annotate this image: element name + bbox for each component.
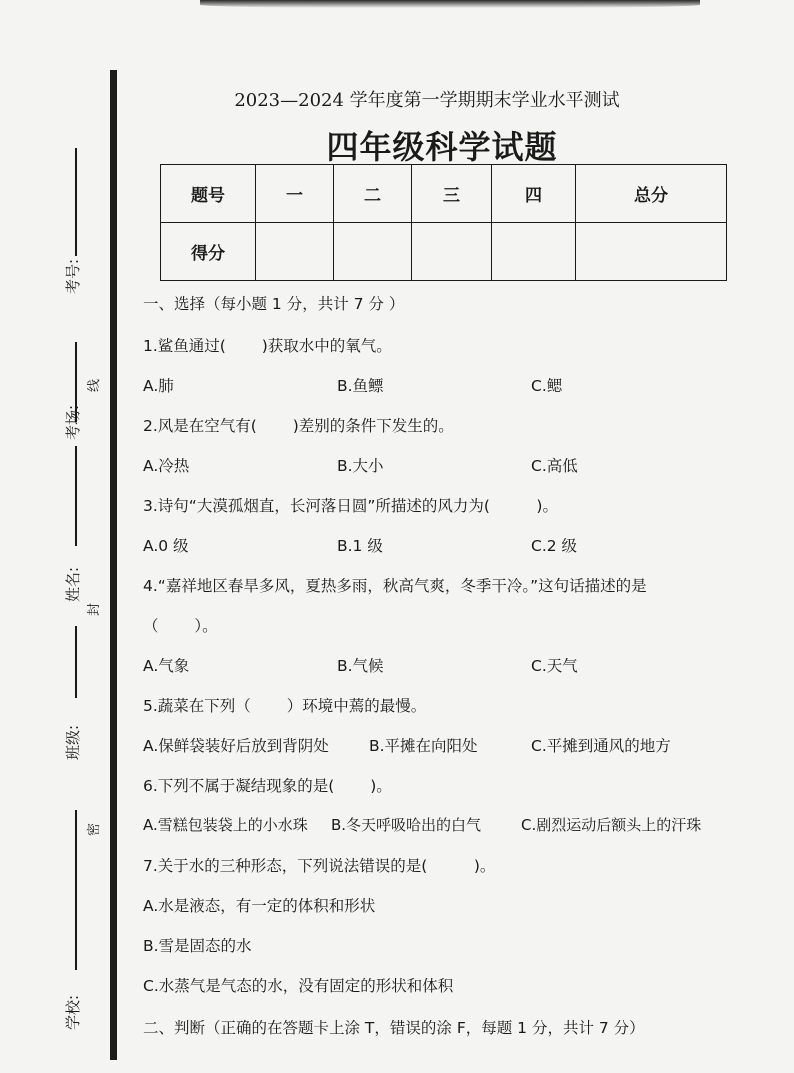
option-b: B.1 级 — [337, 537, 383, 555]
score-table-score-row — [161, 223, 727, 281]
option-a: A.0 级 — [143, 537, 189, 555]
exam-title: 四年级科学试题 — [326, 128, 558, 166]
question-7-option-b: B.雪是固态的水 — [143, 937, 252, 955]
score-header-cell: 三 — [412, 165, 492, 223]
question-5: 5.蔬菜在下列（ ）环境中蔫的最慢。 — [143, 697, 427, 715]
option-a: A.气象 — [143, 657, 190, 675]
option-a: A.保鲜袋装好后放到背阴处 — [143, 737, 329, 755]
binding-line — [110, 70, 117, 1060]
score-header-cell: 一 — [256, 165, 334, 223]
score-header-cell: 总分 — [576, 165, 727, 223]
option-a: A.肺 — [143, 377, 174, 395]
score-cell — [334, 223, 412, 281]
option-c: C.2 级 — [531, 537, 578, 555]
class-label: 班级: — [64, 724, 82, 760]
question-1: 1.鲨鱼通过( )获取水中的氧气。 — [143, 337, 392, 355]
scan-shadow — [200, 0, 700, 8]
class-rule — [75, 810, 77, 970]
score-cell — [576, 223, 727, 281]
exam-subtitle: 2023—2024 学年度第一学期期末学业水平测试 — [234, 90, 620, 111]
seal-char-seal: 封 — [87, 602, 103, 617]
question-6: 6.下列不属于凝结现象的是( )。 — [143, 777, 392, 795]
seal-char-secret: 密 — [87, 822, 103, 837]
option-b: B.鱼鳔 — [337, 377, 384, 395]
option-c: C.剧烈运动后额头上的汗珠 — [521, 816, 702, 834]
score-table — [160, 164, 727, 281]
option-c: C.平摊到通风的地方 — [531, 737, 671, 755]
score-row-label: 得分 — [161, 223, 256, 281]
question-7: 7.关于水的三种形态，下列说法错误的是( )。 — [143, 857, 496, 875]
option-b: B.大小 — [337, 457, 384, 475]
section1-heading: 一、选择（每小题 1 分，共计 7 分 ） — [143, 295, 405, 313]
score-header-cell: 四 — [492, 165, 576, 223]
question-4: 4.“嘉祥地区春旱多风，夏热多雨，秋高气爽，冬季干冷。”这句话描述的是 — [143, 577, 647, 595]
option-a: A.雪糕包装袋上的小水珠 — [143, 816, 308, 834]
exam-room-label: 考场: — [64, 404, 82, 440]
score-cell — [256, 223, 334, 281]
question-2: 2.风是在空气有( )差别的条件下发生的。 — [143, 417, 454, 435]
option-c: C.天气 — [531, 657, 578, 675]
option-b: B.平摊在向阳处 — [369, 737, 478, 755]
name-rule — [75, 626, 77, 698]
exam-no-label: 考号: — [64, 258, 82, 294]
option-b: B.冬天呼吸哈出的白气 — [331, 816, 482, 834]
option-a: A.冷热 — [143, 457, 190, 475]
exam-room-rule-b — [75, 446, 77, 546]
score-cell — [412, 223, 492, 281]
seal-char-line: 线 — [87, 378, 103, 393]
question-4-cont: （ ）。 — [143, 617, 218, 635]
score-cell — [492, 223, 576, 281]
score-table-header-row — [161, 165, 727, 223]
option-b: B.气候 — [337, 657, 384, 675]
question-7-option-c: C.水蒸气是气态的水，没有固定的形状和体积 — [143, 977, 454, 995]
score-header-cell: 题号 — [161, 165, 256, 223]
option-c: C.鳃 — [531, 377, 563, 395]
question-7-option-a: A.水是液态，有一定的体积和形状 — [143, 897, 376, 915]
name-label: 姓名: — [64, 566, 82, 602]
option-c: C.高低 — [531, 457, 578, 475]
question-3: 3.诗句“大漠孤烟直，长河落日圆”所描述的风力为( )。 — [143, 497, 558, 515]
school-label: 学校: — [64, 994, 82, 1030]
section2-heading: 二、判断（正确的在答题卡上涂 T，错误的涂 F，每题 1 分，共计 7 分） — [143, 1019, 645, 1037]
score-header-cell: 二 — [334, 165, 412, 223]
